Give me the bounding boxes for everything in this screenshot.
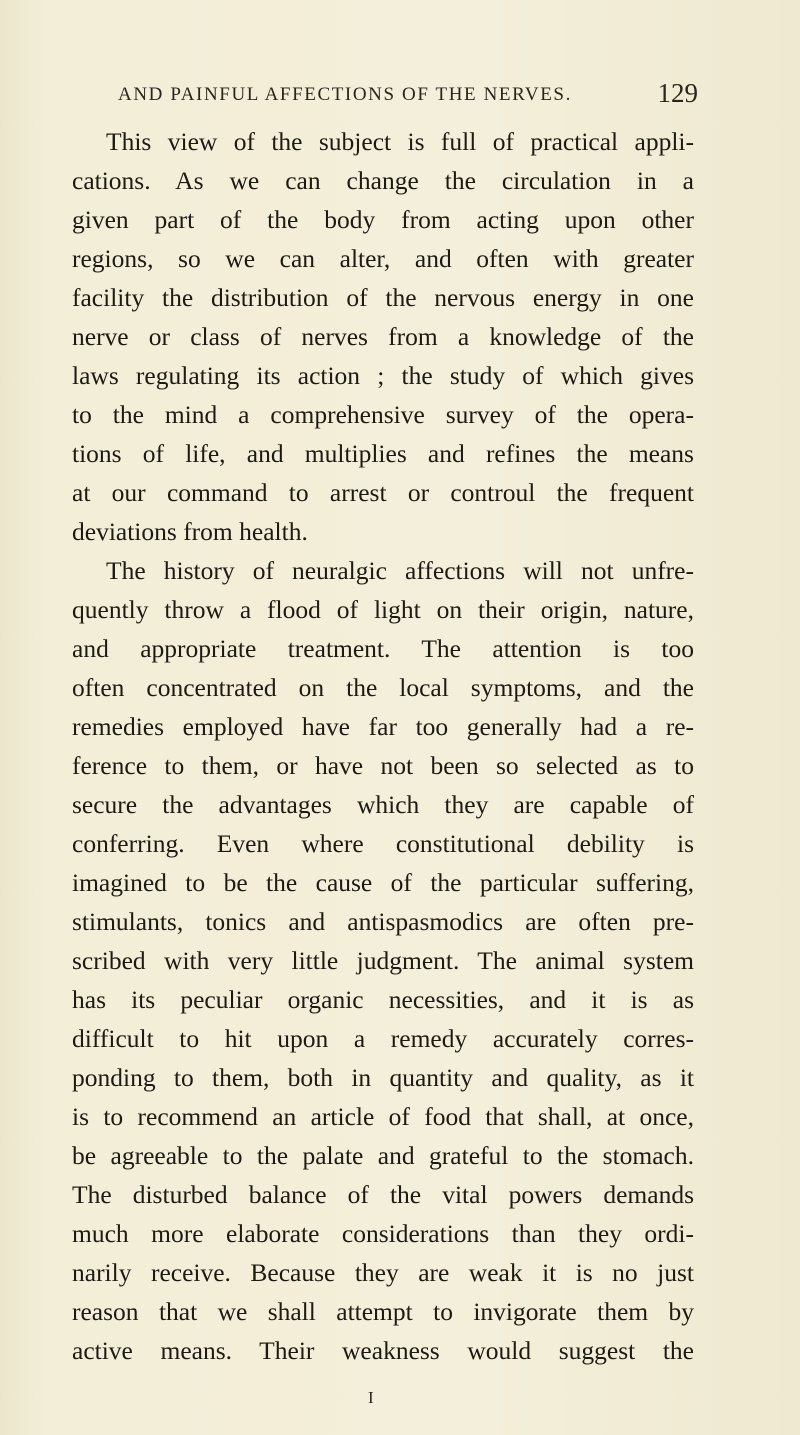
text-line-13: quently throw a flood of light on their origin, nature,	[72, 595, 694, 624]
text-line-14: and appropriate treatment. The attention is too	[72, 634, 694, 663]
text-line-12: The history of neuralgic affections will not unfre-	[106, 556, 694, 585]
text-line-4: regions, so we can alter, and often with greater	[72, 244, 694, 273]
text-line-1: This view of the subject is full of practical appli-	[106, 127, 694, 156]
text-line-20: imagined to be the cause of the particular suffering,	[72, 868, 694, 897]
text-line-8: to the mind a comprehensive survey of the opera-	[72, 400, 694, 429]
text-line-32: active means. Their weakness would suggest the	[72, 1336, 694, 1365]
text-line-10: at our command to arrest or controul the frequent	[72, 478, 694, 507]
body-text	[72, 122, 694, 1370]
running-head	[118, 78, 698, 118]
text-line-9: tions of life, and multiplies and refines the means	[72, 439, 694, 468]
text-line-5: facility the distribution of the nervous energy in one	[72, 283, 694, 312]
text-line-6: nerve or class of nerves from a knowledge of the	[72, 322, 694, 351]
text-line-15: often concentrated on the local symptoms, and the	[72, 673, 694, 702]
text-line-17: ference to them, or have not been so selected as to	[72, 751, 694, 780]
text-line-19: conferring. Even where constitutional debility is	[72, 829, 694, 858]
text-line-31: reason that we shall attempt to invigorate them by	[72, 1297, 694, 1326]
text-line-21: stimulants, tonics and antispasmodics are often pre-	[72, 907, 694, 936]
text-line-25: ponding to them, both in quantity and quality, as it	[72, 1063, 694, 1092]
text-line-27: be agreeable to the palate and grateful to the stomach.	[72, 1141, 694, 1170]
text-line-2: cations. As we can change the circulation in a	[72, 166, 694, 195]
text-line-29: much more elaborate considerations than they ordi-	[72, 1219, 694, 1248]
text-line-11: deviations from health.	[72, 517, 308, 546]
text-line-16: remedies employed have far too generally had a re-	[72, 712, 694, 741]
text-line-22: scribed with very little judgment. The animal system	[72, 946, 694, 975]
signature-mark: I	[368, 1388, 374, 1407]
text-line-18: secure the advantages which they are capable of	[72, 790, 694, 819]
text-line-28: The disturbed balance of the vital powers demands	[72, 1180, 694, 1209]
text-line-24: difficult to hit upon a remedy accurately corres-	[72, 1024, 694, 1053]
running-title: AND PAINFUL AFFECTIONS OF THE NERVES.	[118, 84, 572, 105]
page-number: 129	[657, 78, 698, 108]
text-line-3: given part of the body from acting upon other	[72, 205, 694, 234]
text-line-26: is to recommend an article of food that shall, at once,	[72, 1102, 694, 1131]
text-line-30: narily receive. Because they are weak it is no just	[72, 1258, 694, 1287]
text-line-7: laws regulating its action ; the study of which gives	[72, 361, 694, 390]
text-line-23: has its peculiar organic necessities, and it is as	[72, 985, 694, 1014]
